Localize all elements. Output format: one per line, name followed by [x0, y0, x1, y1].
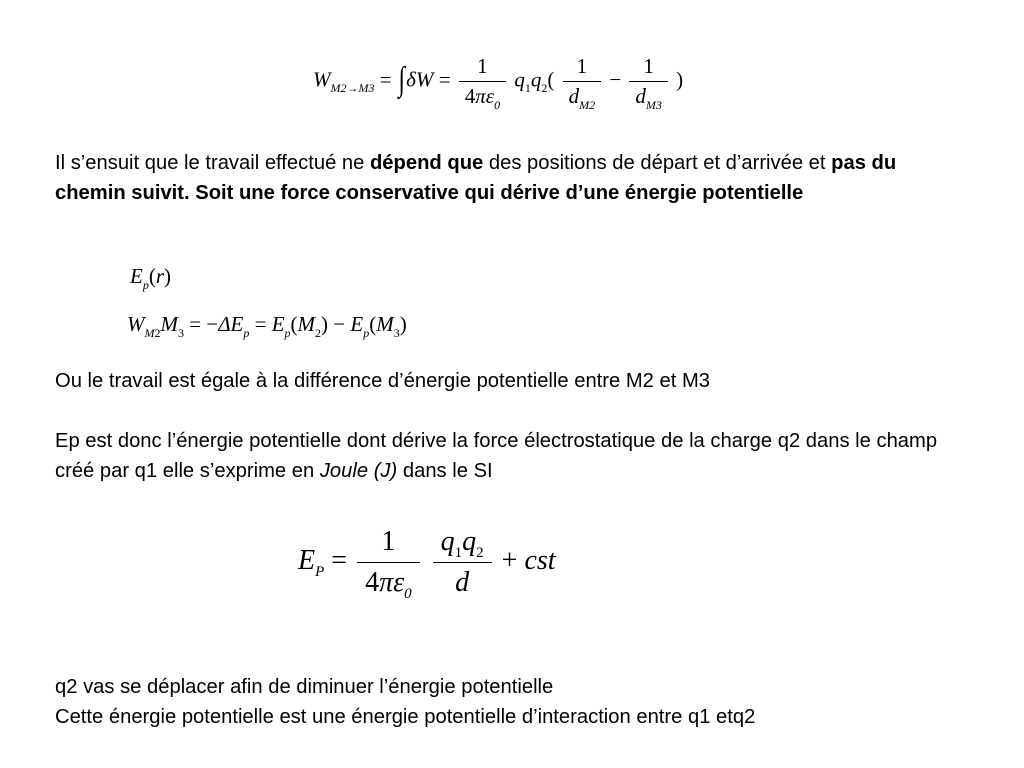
paragraph-interaction [55, 672, 955, 732]
text-segment: Ep est donc l’énergie potentielle dont dérive la force électrostatique de la charge q2 dans le champ créé par q1 elle s’exprime en [55, 430, 938, 482]
bold-segment: pas du chemin suivit. Soit une force conservative qui dérive d’une énergie potentielle [55, 152, 897, 204]
paragraph-work-difference [55, 366, 955, 396]
work-integral-equation: $W_{M2\to M3} = \int\delta W$ = $\frac{1}{4\pi\varepsilon_0}$ $q_1q_2$( $\frac{1}{d_{M2}}$ − $\frac{1}{d_{M3}}$ ) [313, 54, 684, 112]
bold-segment: dépend que [369, 152, 484, 174]
potential-energy-function: $E_p(r)$ [130, 264, 172, 292]
text-line: Cette énergie potentielle est une énergie potentielle d’interaction entre q1 etq2 [55, 706, 756, 728]
text-line: q2 vas se déplacer afin de diminuer l’énergie potentielle [55, 676, 554, 698]
paragraph-conservative-force [55, 148, 955, 208]
text-segment: des positions de départ et d’arrivée et [483, 152, 832, 174]
paragraph-ep-definition [55, 426, 955, 486]
italic-segment: Joule (J) [319, 460, 398, 482]
text-segment: dans le SI [397, 460, 493, 482]
potential-energy-formula: $E_P$ = $\frac{1}{4\pi\varepsilon_0}$ $\frac{q_1q_2}{d}$ + cst [298, 526, 556, 602]
text-line: Ou le travail est égale à la différence d’énergie potentielle entre M2 et M3 [55, 370, 710, 392]
work-potential-difference-equation: $W_{M2}M_3 = -\Delta E_p = E_p(M_2) - E_p(M_3)$ [127, 312, 407, 340]
text-segment: Il s’ensuit que le travail effectué ne [55, 152, 370, 174]
